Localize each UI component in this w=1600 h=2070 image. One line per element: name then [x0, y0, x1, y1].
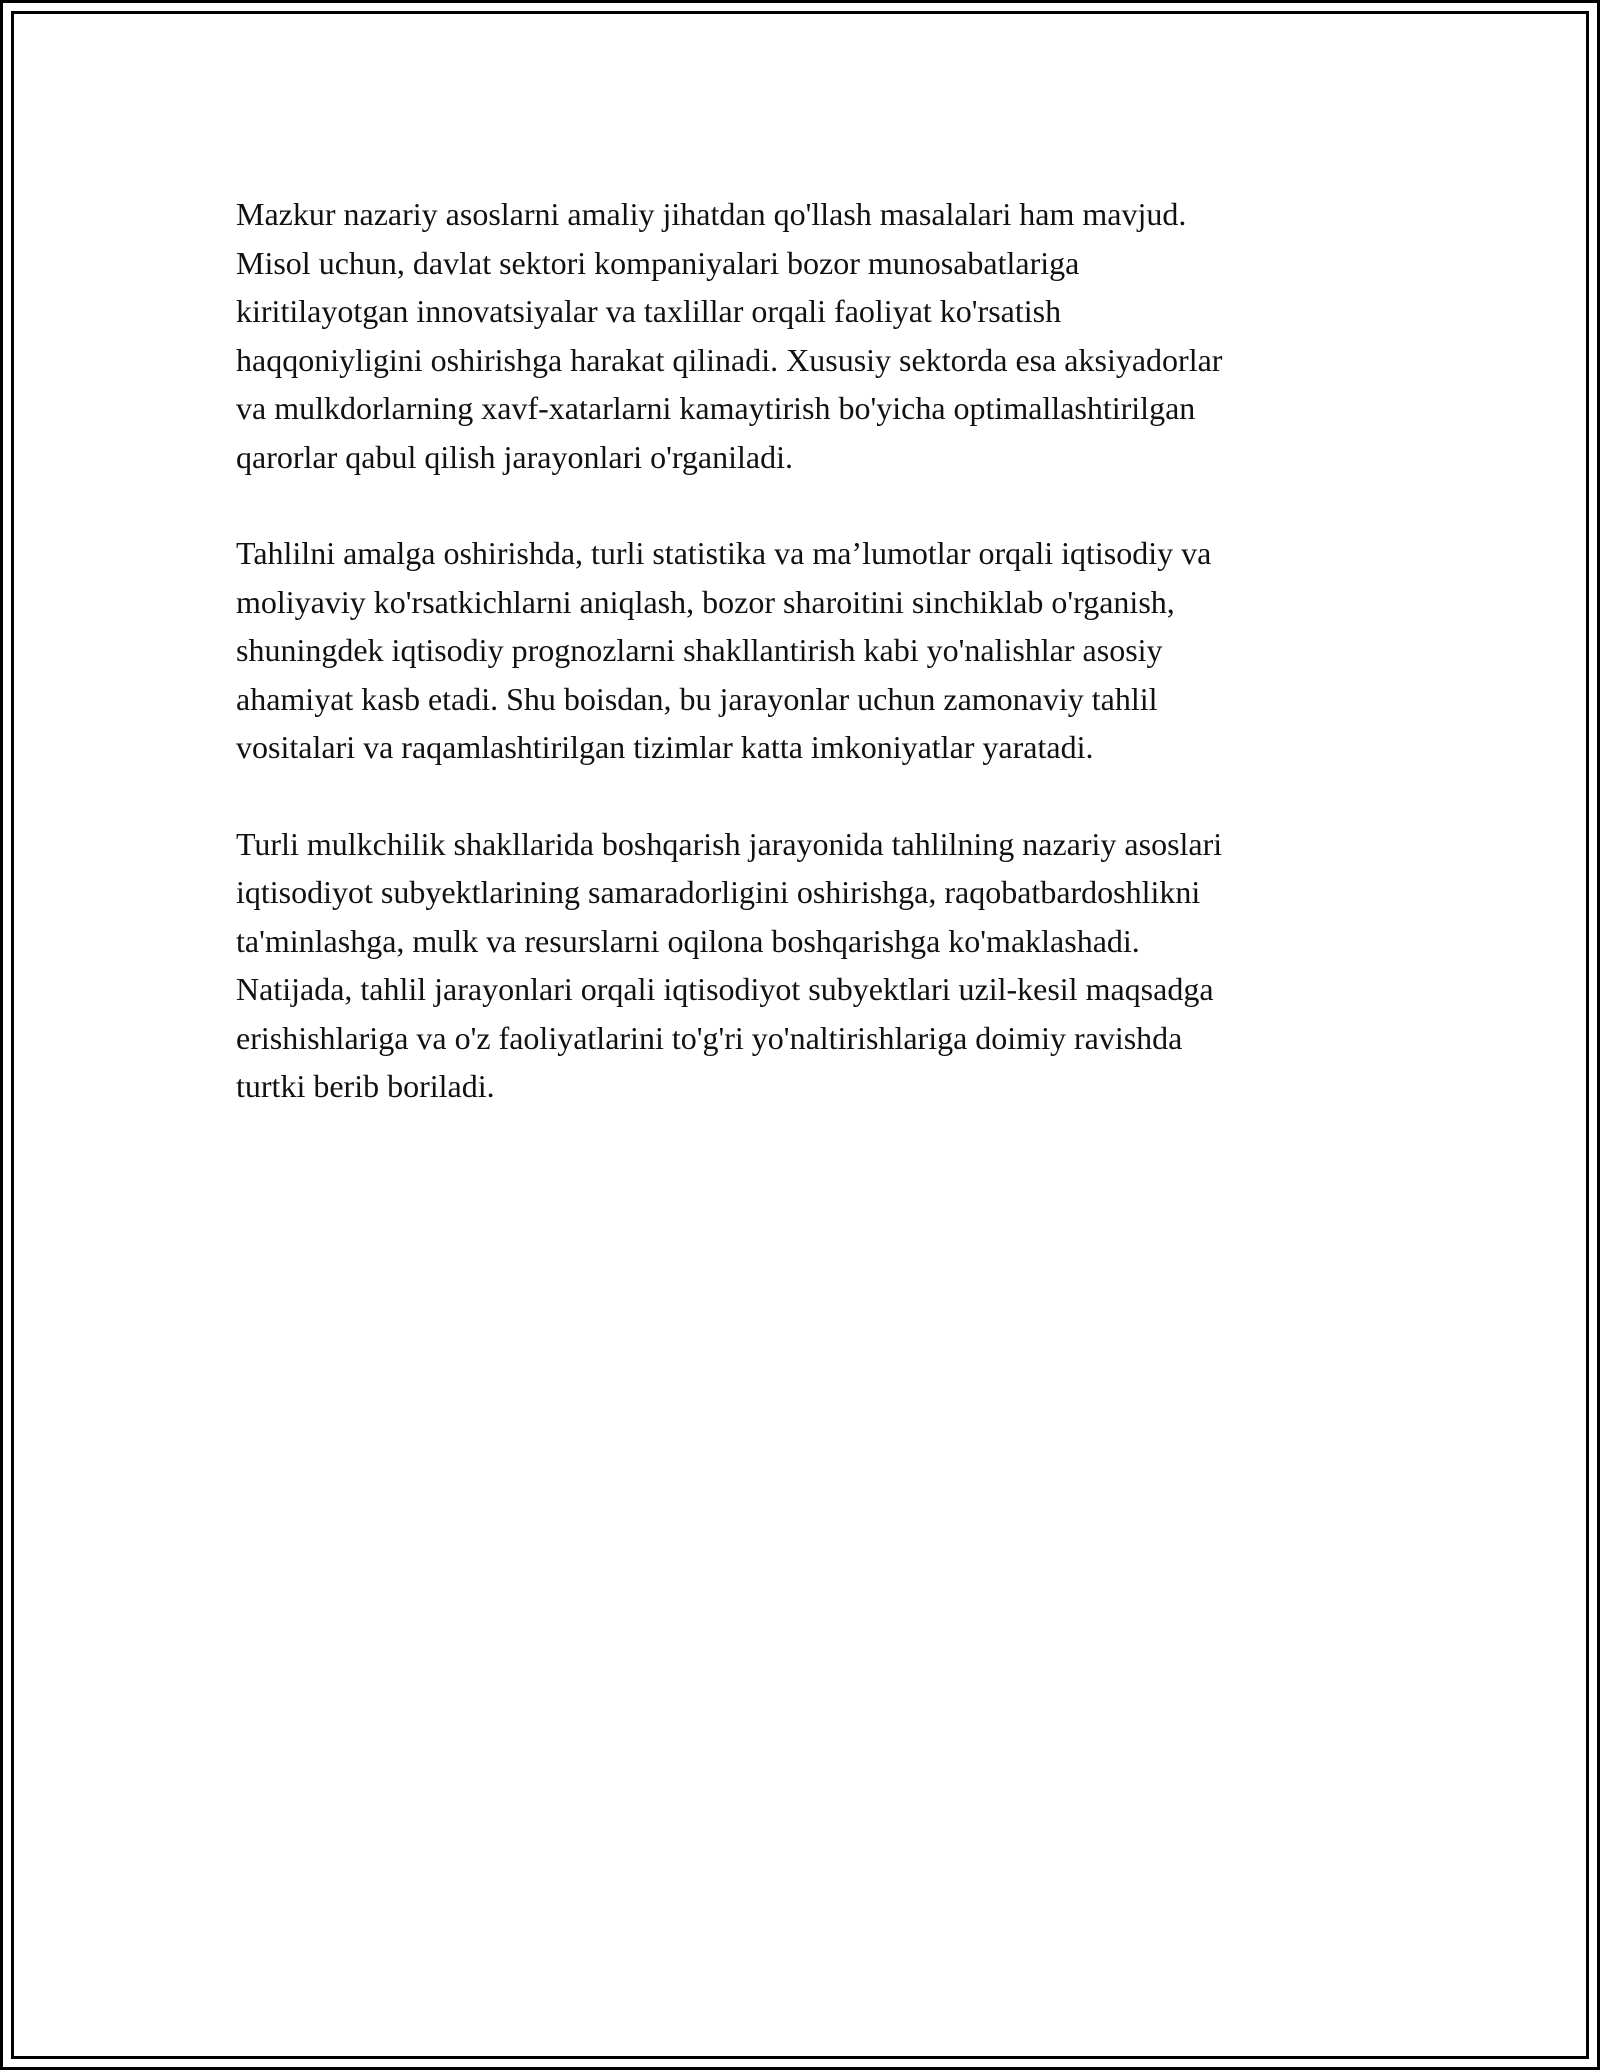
- document-body: [236, 190, 1386, 1159]
- text-line: iqtisodiyot subyektlarining samaradorligini oshirishga, raqobatbardoshlikni: [236, 874, 1201, 910]
- text-line: Mazkur nazariy asoslarni amaliy jihatdan qo'llash masalalari ham mavjud.: [236, 196, 1187, 232]
- text-line: kiritilayotgan innovatsiyalar va taxlillar orqali faoliyat ko'rsatish: [236, 293, 1062, 329]
- text-line: shuningdek iqtisodiy prognozlarni shakllantirish kabi yo'nalishlar asosiy: [236, 632, 1163, 668]
- text-line: Turli mulkchilik shakllarida boshqarish jarayonida tahlilning nazariy asoslari: [236, 825, 1223, 862]
- text-line: vositalari va raqamlashtirilgan tizimlar katta imkoniyatlar yaratadi.: [236, 729, 1094, 765]
- text-line: turtki berib boriladi.: [236, 1068, 495, 1104]
- text-line: haqqoniyligini oshirishga harakat qilinadi. Xususiy sektorda esa aksiyadorlar: [236, 341, 1223, 378]
- text-line: ta'minlashga, mulk va resurslarni oqilona boshqarishga ko'maklashadi.: [236, 922, 1140, 959]
- paragraph-practical-application: [236, 190, 1386, 481]
- text-line: Tahlilni amalga oshirishda, turli statistika va ma’lumotlar orqali iqtisodiy va: [236, 535, 1212, 571]
- paragraph-ownership-management: [236, 820, 1386, 1111]
- text-line: ahamiyat kasb etadi. Shu boisdan, bu jarayonlar uchun zamonaviy tahlil: [236, 680, 1158, 717]
- text-line: Natijada, tahlil jarayonlari orqali iqtisodiyot subyektlari uzil-kesil maqsadga: [236, 971, 1214, 1007]
- text-line: va mulkdorlarning xavf-xatarlarni kamaytirish bo'yicha optimallashtirilgan: [236, 390, 1196, 426]
- text-line: erishishlariga va o'z faoliyatlarini to'g'ri yo'naltirishlariga doimiy ravishda: [236, 1019, 1183, 1056]
- text-line: qarorlar qabul qilish jarayonlari o'rganiladi.: [236, 438, 793, 475]
- text-line: moliyaviy ko'rsatkichlarni aniqlash, bozor sharoitini sinchiklab o'rganish,: [236, 583, 1175, 620]
- paragraph-analysis-methods: [236, 529, 1386, 772]
- text-line: Misol uchun, davlat sektori kompaniyalari bozor munosabatlariga: [236, 244, 1080, 281]
